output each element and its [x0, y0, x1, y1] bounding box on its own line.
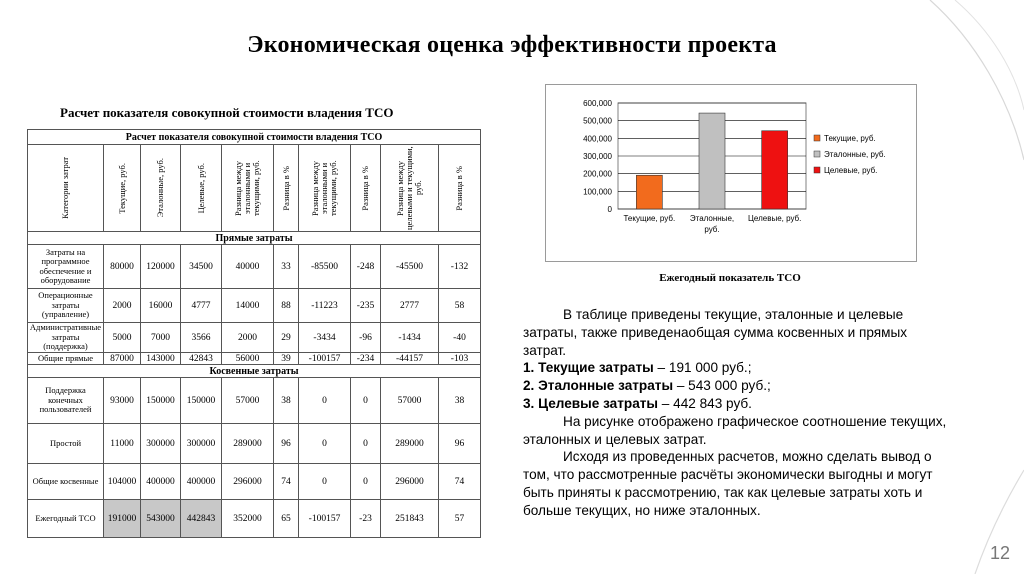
table-cell: -235: [351, 289, 381, 323]
table-cell: -1434: [381, 323, 439, 353]
table-cell: -234: [351, 353, 381, 365]
bar: [699, 113, 725, 209]
page-number: 12: [989, 543, 1010, 563]
table-cell: -45500: [381, 245, 439, 289]
summary-item: [523, 395, 948, 413]
table-cell: 74: [274, 464, 299, 500]
legend-label: Эталонные, руб.: [824, 150, 886, 159]
table-row-category: Ежегодный ТСО: [28, 500, 104, 538]
table-cell: 74: [439, 464, 481, 500]
table-cell: 65: [274, 500, 299, 538]
table-cell: 16000: [141, 289, 181, 323]
table-row: [28, 289, 481, 323]
table-row: [28, 245, 481, 289]
slide-title: Экономическая оценка эффективности проекта: [247, 32, 777, 58]
column-header: [351, 145, 381, 232]
table-cell: 296000: [381, 464, 439, 500]
chart-caption: Ежегодный показатель ТСО: [659, 272, 801, 284]
table-cell: 289000: [381, 424, 439, 464]
table-row-category: Общие прямые: [28, 353, 104, 365]
table-row: [28, 424, 481, 464]
column-header: [299, 145, 351, 232]
table-cell: 120000: [141, 245, 181, 289]
table-cell: 251843: [381, 500, 439, 538]
table-row-category: Административные затраты (поддержка): [28, 323, 104, 353]
table-cell: 543000: [141, 500, 181, 538]
table-cell: -85500: [299, 245, 351, 289]
table-cell: 296000: [222, 464, 274, 500]
column-header-text: Разница между эталонными и текущими, руб.: [233, 160, 261, 216]
column-header: [381, 145, 439, 232]
table-row: [28, 464, 481, 500]
table-row: [28, 323, 481, 353]
table-cell: 150000: [141, 378, 181, 424]
column-header-text: Разница между эталонными и текущими, руб.: [310, 160, 338, 216]
paragraph-chart-note: На рисунке отображено графическое соотношение текущих, эталонных и целевых затрат.: [523, 413, 947, 447]
table-cell: -23: [351, 500, 381, 538]
column-header: [104, 145, 141, 232]
table-cell: 3566: [181, 323, 222, 353]
table-cell: 143000: [141, 353, 181, 365]
table-row-category: Операционные затраты (управление): [28, 289, 104, 323]
column-header-text: Разница в %: [360, 165, 370, 211]
paragraph-intro: В таблице приведены текущие, эталонные и целевые затраты, также приведенаобщая сумма косвенных и прямых затрат.: [523, 307, 908, 358]
table-cell: 2000: [222, 323, 274, 353]
table-cell: 38: [439, 378, 481, 424]
chart-svg: [546, 85, 916, 261]
table-section-title: Прямые затраты: [28, 232, 481, 245]
table-cell: 4777: [181, 289, 222, 323]
table-cell: 42843: [181, 353, 222, 365]
table-cell: -3434: [299, 323, 351, 353]
summary-item-label: 1. Текущие затраты: [523, 360, 654, 376]
column-header: [181, 145, 222, 232]
table-cell: 33: [274, 245, 299, 289]
paragraph-conclusion: Исходя из проведенных расчетов, можно сделать вывод о том, что рассмотренные расчёты экономически выгодны и могут быть приняты к рассмотрению, так как целевые затраты хоть и больше текущих, но ниже эталонных.: [523, 449, 933, 518]
table-cell: -40: [439, 323, 481, 353]
column-header-text: Разница между целевыми и текущими, руб.: [395, 146, 423, 230]
column-header-text: Разница в %: [280, 165, 291, 211]
table-row-category: Простой: [28, 424, 104, 464]
table-cell: 0: [351, 464, 381, 500]
table-cell: 0: [351, 378, 381, 424]
y-tick-label: 400,000: [583, 134, 612, 144]
x-tick-label: Эталонные,: [689, 214, 735, 223]
table-cell: 58: [439, 289, 481, 323]
column-header: [141, 145, 181, 232]
x-tick-label: Текущие, руб.: [623, 214, 676, 223]
summary-item-value: – 442 843 руб.: [658, 395, 752, 411]
column-header-text: Целевые, руб.: [195, 162, 206, 214]
table-body: [28, 232, 481, 538]
legend-label: Целевые, руб.: [824, 166, 878, 175]
table-cell: 2000: [104, 289, 141, 323]
table-cell: 40000: [222, 245, 274, 289]
table-cell: -100157: [299, 353, 351, 365]
table-cell: 34500: [181, 245, 222, 289]
table-cell: -132: [439, 245, 481, 289]
table-cell: 400000: [181, 464, 222, 500]
table-cell: -44157: [381, 353, 439, 365]
table-cell: 0: [351, 424, 381, 464]
table-cell: 56000: [222, 353, 274, 365]
table-cell: 39: [274, 353, 299, 365]
table-main-header: Расчет показателя совокупной стоимости владения ТСО: [28, 130, 481, 145]
table-cell: 38: [274, 378, 299, 424]
table-cell: 96: [439, 424, 481, 464]
table-cell: 0: [299, 464, 351, 500]
table-row: [28, 353, 481, 365]
table-cell: 29: [274, 323, 299, 353]
summary-item-label: 3. Целевые затраты: [523, 395, 659, 411]
table-row-category: Затраты на программное обеспечение и оборудование: [28, 245, 104, 289]
y-tick-label: 500,000: [583, 116, 612, 126]
legend-swatch: [814, 151, 820, 157]
table-cell: 0: [299, 424, 351, 464]
table-cell: 300000: [141, 424, 181, 464]
table-cell: 87000: [104, 353, 141, 365]
column-header: [222, 145, 274, 232]
table-cell: 191000: [104, 500, 141, 538]
bar: [762, 131, 788, 209]
table-cell: 57000: [381, 378, 439, 424]
tco-table: [27, 129, 481, 538]
table-cell: 57: [439, 500, 481, 538]
table-cell: 7000: [141, 323, 181, 353]
summary-item-value: – 543 000 руб.;: [673, 378, 771, 394]
table-cell: 14000: [222, 289, 274, 323]
table-row-category: Общие косвенные: [28, 464, 104, 500]
table-section-row: [28, 232, 481, 245]
table-cell: 400000: [141, 464, 181, 500]
y-tick-label: 600,000: [583, 99, 612, 108]
column-header: [439, 145, 481, 232]
table-cell: 80000: [104, 245, 141, 289]
bar: [636, 175, 662, 209]
table-cell: -100157: [299, 500, 351, 538]
y-tick-label: 200,000: [583, 169, 612, 179]
column-header-text: Категории затрат: [60, 157, 70, 219]
y-tick-label: 100,000: [583, 187, 612, 197]
summary-item: [523, 377, 948, 395]
table-cell: -248: [351, 245, 381, 289]
column-header-text: Эталонные, руб.: [155, 158, 165, 218]
tco-chart: [545, 84, 917, 262]
table-cell: 289000: [222, 424, 274, 464]
table-cell: 0: [299, 378, 351, 424]
description-text: [523, 306, 948, 520]
x-tick-label: руб.: [704, 225, 720, 234]
table-cell: 93000: [104, 378, 141, 424]
summary-item-label: 2. Эталонные затраты: [523, 378, 674, 394]
tco-table-container: [27, 129, 480, 538]
column-header-text: Текущие, руб.: [116, 162, 127, 214]
table-cell: 150000: [181, 378, 222, 424]
table-row-category: Поддержка конечных пользователей: [28, 378, 104, 424]
legend-label: Текущие, руб.: [824, 134, 876, 143]
table-cell: -96: [351, 323, 381, 353]
table-cell: 104000: [104, 464, 141, 500]
legend-swatch: [814, 135, 820, 141]
table-cell: 96: [274, 424, 299, 464]
table-caption: Расчет показателя совокупной стоимости владения ТСО: [60, 105, 394, 120]
table-row: [28, 500, 481, 538]
legend-swatch: [814, 167, 820, 173]
table-cell: -11223: [299, 289, 351, 323]
table-section-title: Косвенные затраты: [28, 365, 481, 378]
table-cell: 2777: [381, 289, 439, 323]
x-tick-label: Целевые, руб.: [747, 214, 802, 223]
table-row: [28, 378, 481, 424]
table-cell: 11000: [104, 424, 141, 464]
table-cell: -103: [439, 353, 481, 365]
y-tick-label: 0: [607, 205, 612, 214]
table-cell: 352000: [222, 500, 274, 538]
table-cell: 57000: [222, 378, 274, 424]
table-cell: 88: [274, 289, 299, 323]
column-header: [28, 145, 104, 232]
table-cell: 300000: [181, 424, 222, 464]
summary-item: [523, 359, 948, 377]
column-header-text: Разница в %: [454, 165, 464, 211]
summary-item-value: – 191 000 руб.;: [653, 360, 752, 376]
column-header: [274, 145, 299, 232]
table-column-headers: [28, 145, 481, 232]
table-cell: 442843: [181, 500, 222, 538]
table-section-row: [28, 365, 481, 378]
table-cell: 5000: [104, 323, 141, 353]
y-tick-label: 300,000: [583, 152, 612, 161]
